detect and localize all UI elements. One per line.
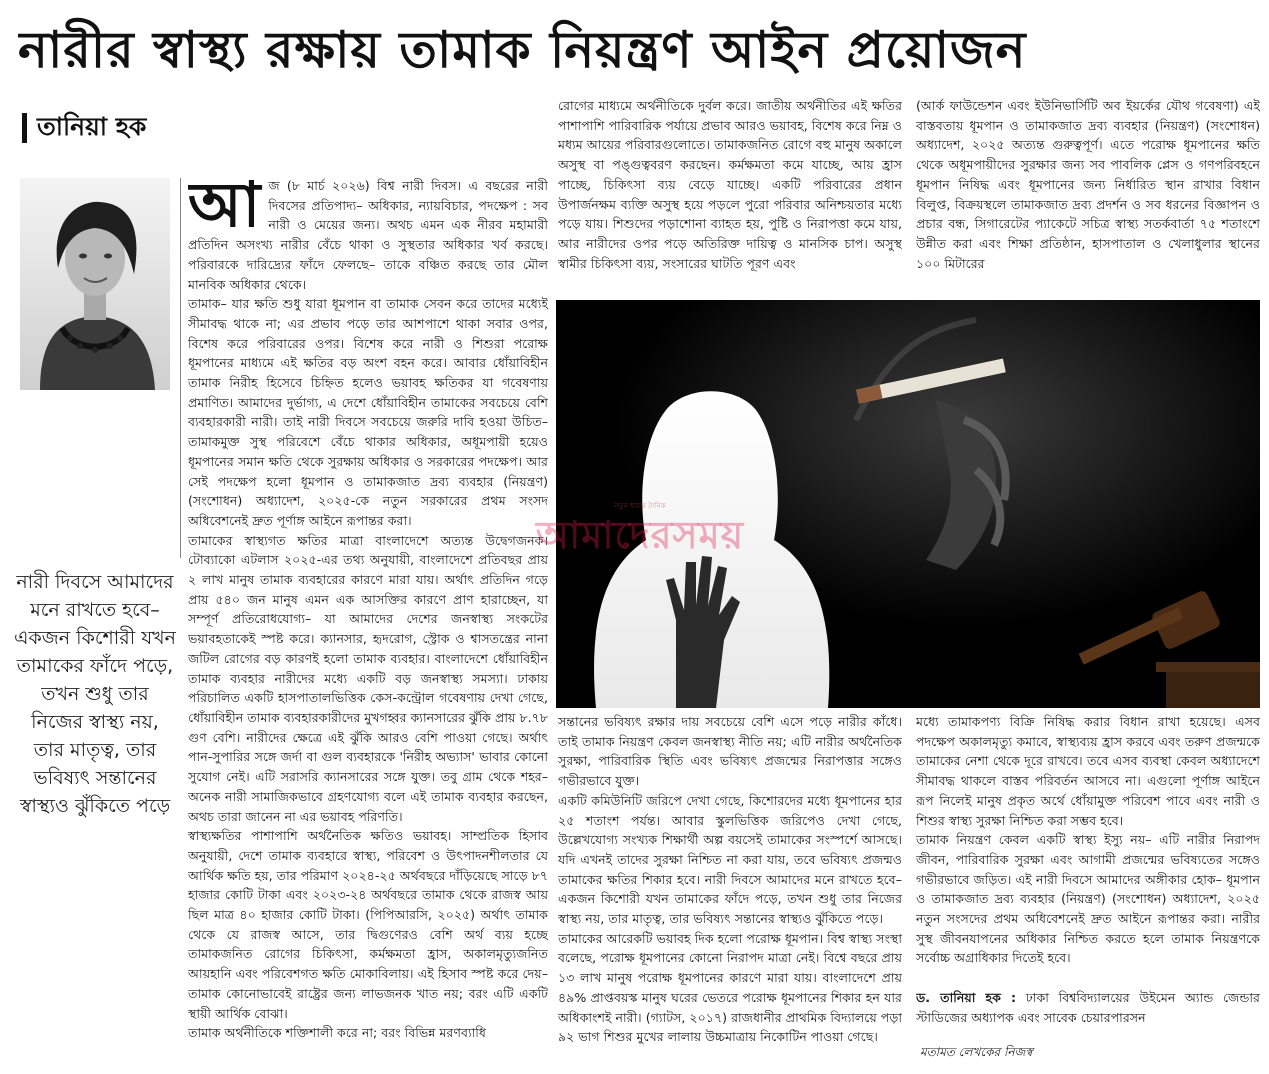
column-3-bottom bbox=[916, 712, 1260, 1032]
author-bio-name: ড. তানিয়া হক : bbox=[916, 990, 1016, 1006]
author-portrait-icon bbox=[20, 178, 170, 390]
pull-quote: নারী দিবসে আমাদের মনে রাখতে হবে– একজন কিশোরী যখন তামাকের ফাঁদে পড়ে, তখন শুধু তার নিজের স্বাস্থ্য নয়, তার মাতৃত্ব, তার ভবিষ্যৎ সন্তানের স্বাস্থ্যও ঝুঁকিতে পড়ে bbox=[14, 571, 176, 817]
publication-watermark: আমাদেরসময় bbox=[535, 513, 745, 557]
author-name: তানিয়া হক bbox=[37, 111, 147, 141]
byline bbox=[22, 110, 146, 146]
column-3-top bbox=[916, 96, 1260, 294]
paragraph: একটি কমিউনিটি জরিপে দেখা গেছে, কিশোরদের মধ্যে ধূমপানের হার ২৫ শতাংশ পর্যন্ত। আবার স্কুলভিত্তিক জরিপেও দেখা গেছে, উল্লেখযোগ্য সংখ্যক শিক্ষার্থী অল্প বয়সেই তামাকের সংস্পর্শে আসছে। যদি এখনই তাদের সুরক্ষা নিশ্চিত না করা যায়, তবে ভবিষ্যৎ প্রজন্মও তামাকের ক্ষতির শিকার হবে। নারী দিবসে আমাদের মনে রাখতে হবে– একজন কিশোরী যখন তামাকের ফাঁদে পড়ে, তখন শুধু তার নিজের স্বাস্থ্য নয়, তার মাতৃত্ব, তার ভবিষ্যৎ সন্তানের স্বাস্থ্যও ঝুঁকিতে পড়ে। bbox=[558, 792, 902, 927]
column-2-top bbox=[558, 96, 902, 294]
paragraph: তামাক– যার ক্ষতি শুধু যারা ধূমপান বা তামাক সেবন করে তাদের মধ্যেই সীমাবদ্ধ থাকে না; এর প্রভাব পড়ে তার আশপাশে থাকা সবার ওপর, বিশেষ করে পরিবারের ওপর। বিশেষ করে নারী ও শিশুরা পরোক্ষ ধূমপানের মাধ্যমে এই ক্ষতির বড় অংশ বহন করে। আবার ধোঁয়াবিহীন তামাক নিরীহ হিসেবে চিহ্নিত হলেও ভয়াবহ ক্ষতিকর যা গবেষণায় প্রমাণিত। আমাদের দুর্ভাগ্য, এ দেশে ধোঁয়াবিহীন তামাকের সবচেয়ে বেশি ব্যবহারকারী নারী। তাই নারী দিবসে সবচেয়ে জরুরি দাবি হওয়া উচিত– তামাকমুক্ত সুস্থ পরিবেশে বেঁচে থাকার অধিকার, অধূমপায়ী হয়েও ধূমপানের সমান ক্ষতি থেকে সুরক্ষায় অধিকার ও সরকারের পদক্ষেপ। আর সেই পদক্ষেপ হলো ধূমপান ও তামাকজাত দ্রব্য ব্যবহার (নিয়ন্ত্রণ) (সংশোধন) অধ্যাদেশ, ২০২৫-কে নতুন সরকারের প্রথম সংসদ অধিবেশনেই দ্রুত পূর্ণাঙ্গ আইনে রূপান্তর করা। bbox=[188, 296, 548, 528]
paragraph: তামাকের আরেকটি ভয়াবহ দিক হলো পরোক্ষ ধূমপান। বিশ্ব স্বাস্থ্য সংস্থা বলেছে, পরোক্ষ ধূমপানের কোনো নিরাপদ মাত্রা নেই। বিশ্বে বছরে প্রায় ১৩ লাখ মানুষ পরোক্ষ ধূমপানের কারণে মারা যায়। বাংলাদেশে প্রায় ৪৯% প্রাপ্তবয়স্ক মানুষ ঘরের ভেতরে পরোক্ষ ধূমপানের শিকার হন যার অধিকাংশই নারী। (গ্যাটস, ২০১৭) রাজধানীর প্রাথমিক বিদ্যালয়ে পড়া ৯২ ভাগ শিশুর মুখের লালায় উচ্চমাত্রায় নিকোটিন পাওয়া গেছে। bbox=[558, 930, 902, 1045]
opinion-disclaimer: মতামত লেখকের নিজস্ব bbox=[920, 1045, 1033, 1059]
publication-tagline: নতুন ধারার দৈনিক bbox=[614, 502, 666, 510]
author-bio-text: ঢাকা বিশ্ববিদ্যালয়ের উইমেন অ্যান্ড জেন্ডার স্টাডিজের অধ্যাপক এবং সাবেক চেয়ারপারসন bbox=[916, 990, 1260, 1025]
byline-bar bbox=[22, 113, 27, 143]
headline: নারীর স্বাস্থ্য রক্ষায় তামাক নিয়ন্ত্রণ আইন প্রয়োজন bbox=[18, 21, 1027, 79]
author-bio bbox=[916, 988, 1260, 1027]
paragraph: (আর্ক ফাউন্ডেশন এবং ইউনিভার্সিটি অব ইয়র্কের যৌথ গবেষণা) এই বাস্তবতায় ধূমপান ও তামাকজাত দ্রব্য ব্যবহার (নিয়ন্ত্রণ) (সংশোধন) অধ্যাদেশ, ২০২৫ অত্যন্ত গুরুত্বপূর্ণ। এতে পরোক্ষ ধূমপানের ক্ষতি থেকে অধূমপায়ীদের সুরক্ষার জন্য সব পাবলিক প্লেস ও গণপরিবহনে ধূমপান নিষিদ্ধ এবং ধূমপানের জন্য নির্ধারিত স্থান রাখার বিধান বিলুপ্ত, বিক্রয়স্থলে তামাকজাত দ্রব্য প্রদর্শন ও সব ধরনের বিজ্ঞাপন ও প্রচার বন্ধ, সিগারেটের প্যাকেটে সচিত্র স্বাস্থ্য সতর্কবার্তা ৭৫ শতাংশে উন্নীত করা এবং শিক্ষা প্রতিষ্ঠান, হাসপাতাল ও খেলাধুলার স্থানের ১০০ মিটারের bbox=[916, 98, 1260, 271]
column-2-bottom bbox=[558, 712, 902, 1064]
column-1 bbox=[188, 176, 548, 1064]
column-divider bbox=[180, 178, 181, 558]
paragraph: মধ্যে তামাকপণ্য বিক্রি নিষিদ্ধ করার বিধান রাখা হয়েছে। এসব পদক্ষেপ অকালমৃত্যু কমাবে, স্বাস্থ্যব্যয় হ্রাস করবে এবং তরুণ প্রজন্মকে তামাকের নেশা থেকে দূরে রাখবে। তবে এসব ব্যবস্থা কেবল অধ্যাদেশে সীমাবদ্ধ থাকলে বাস্তব পরিবর্তন আসবে না। এগুলো পূর্ণাঙ্গ আইনে রূপ নিলেই মানুষ প্রকৃত অর্থে ধোঁয়ামুক্ত পরিবেশ পাবে এবং নারী ও শিশুর স্বাস্থ্য সুরক্ষা নিশ্চিত করা সম্ভব হবে। bbox=[916, 714, 1260, 828]
paragraph: তামাক নিয়ন্ত্রণ কেবল একটি স্বাস্থ্য ইস্যু নয়– এটি নারীর নিরাপদ জীবন, পারিবারিক সুরক্ষা এবং আগামী প্রজন্মের ভবিষ্যতের সঙ্গেও গভীরভাবে জড়িত। এই নারী দিবসে আমাদের অঙ্গীকার হোক– ধূমপান ও তামাকজাত দ্রব্য ব্যবহার (নিয়ন্ত্রণ) (সংশোধন) অধ্যাদেশ, ২০২৫ নতুন সংসদের প্রথম অধিবেশনেই দ্রুত আইনে রূপান্তর করা। নারীর সুস্থ জীবনযাপনের অধিকার নিশ্চিত করতে হলে তামাক নিয়ন্ত্রণকে সর্বোচ্চ অগ্রাধিকার দিতেই হবে। bbox=[916, 832, 1260, 966]
paragraph: জ (৮ মার্চ ২০২৬) বিশ্ব নারী দিবস। এ বছরের নারী দিবসের প্রতিপাদ্য– অধিকার, ন্যায়বিচার, পদক্ষেপ : সব নারী ও মেয়ের জন্য। অথচ এমন এক নীরব মহামারী প্রতিদিন অসংখ্য নারীর বেঁচে থাকা ও সুস্থতার অধিকার খর্ব করছে। পরিবারকে দারিদ্র্যের ফাঁদে ফেলছে– তাকে বঞ্চিত করছে তার মৌল মানবিক অধিকার থেকে। bbox=[188, 178, 548, 292]
paragraph: স্বাস্থ্যক্ষতির পাশাপাশি অর্থনৈতিক ক্ষতিও ভয়াবহ। সাম্প্রতিক হিসাব অনুযায়ী, দেশে তামাক ব্যবহারে স্বাস্থ্য, পরিবেশ ও উৎপাদনশীলতার যে আর্থিক ক্ষতি হয়, তার পরিমাণ ২০২৪-২৫ অর্থবছরে দাঁড়িয়েছে সাড়ে ৮৭ হাজার কোটি টাকা এবং ২০২৩-২৪ অর্থবছরে তামাক থেকে রাজস্ব আয় ছিল মাত্র ৪০ হাজার কোটি টাকা। (পিপিআরসি, ২০২৫) অর্থাৎ তামাক থেকে যে রাজস্ব আসে, তার দ্বিগুণেরও বেশি অর্থ ব্যয় হচ্ছে তামাকজনিত রোগের চিকিৎসা, কর্মক্ষমতা হ্রাস, অকালমৃত্যুজনিত আয়হানি এবং পরিবেশগত ক্ষতি মোকাবিলায়। এই হিসাব স্পষ্ট করে দেয়– তামাক কোনোভাবেই রাষ্ট্রের জন্য লাভজনক খাত নয়; বরং এটি একটি স্থায়ী আর্থিক বোঝা। bbox=[188, 828, 548, 1021]
paragraph: রোগের মাধ্যমে অর্থনীতিকে দুর্বল করে। জাতীয় অর্থনীতির এই ক্ষতির পাশাপাশি পারিবারিক পর্যায়ে প্রভাব আরও ভয়াবহ, বিশেষ করে নিম্ন ও মধ্যম আয়ের পরিবারগুলোতে। তামাকজনিত রোগে বহু মানুষ অকালে অসুস্থ বা পঙ্গুত্ববরণ করছেন। কর্মক্ষমতা কমে যাচ্ছে, আয় হ্রাস পাচ্ছে, চিকিৎসা ব্যয় বেড়ে যাচ্ছে। একটি পরিবারের প্রধান উপার্জনক্ষম ব্যক্তি অসুস্থ হয়ে পড়লে পুরো পরিবার অনিশ্চয়তার মধ্যে পড়ে যায়। শিশুদের পড়াশোনা ব্যাহত হয়, পুষ্টি ও নিরাপত্তা কমে যায়, আর নারীদের ওপর পড়ে অতিরিক্ত দায়িত্ব ও মানসিক চাপ। অসুস্থ স্বামীর চিকিৎসা ব্যয়, সংসারের ঘাটতি পূরণ এবং bbox=[558, 98, 902, 271]
paragraph: সন্তানের ভবিষ্যৎ রক্ষার দায় সবচেয়ে বেশি এসে পড়ে নারীর কাঁধে। তাই তামাক নিয়ন্ত্রণ কেবল জনস্বাস্থ্য নীতি নয়; এটি নারীর অর্থনৈতিক সুরক্ষা, পারিবারিক স্থিতি এবং ভবিষ্যৎ প্রজন্মের নিরাপত্তার সঙ্গেও গভীরভাবে যুক্ত। bbox=[558, 714, 902, 789]
paragraph: তামাকের স্বাস্থ্যগত ক্ষতির মাত্রা বাংলাদেশে অত্যন্ত উদ্বেগজনক। টোব্যাকো এটলাস ২০২৫-এর তথ্য অনুযায়ী, বাংলাদেশে প্রতিবছর প্রায় ২ লাখ মানুষ তামাক ব্যবহারের কারণে মারা যায়। অর্থাৎ প্রতিদিন গড়ে প্রায় ৫৪০ জন মানুষ এমন এক আসক্তির কারণে প্রাণ হারাচ্ছেন, যা সম্পূর্ণ প্রতিরোধযোগ্য– যা আমাদের দেশের জনস্বাস্থ্য সংকটের ভয়াবহতাকেই স্পষ্ট করে। ক্যানসার, হৃদরোগ, স্ট্রোক ও শ্বাসতন্ত্রের নানা জটিল রোগের বড় কারণই হলো তামাক ব্যবহার। বাংলাদেশে ধোঁয়াবিহীন তামাক ব্যবহার নারীদের মধ্যে একটি বড় জনস্বাস্থ্য সমস্যা। ঢাকায় পরিচালিত একটি হাসপাতালভিত্তিক কেস-কন্ট্রোল গবেষণায় দেখা গেছে, ধোঁয়াবিহীন তামাক ব্যবহারকারীদের মুখগহ্বর ক্যানসারের ঝুঁকি প্রায় ৮.৭৮ গুণ বেশি। নারীদের ক্ষেত্রে এই ঝুঁকি আরও বেশি পাওয়া গেছে। অর্থাৎ পান-সুপারির সঙ্গে জর্দা বা গুল ব্যবহারকে 'নিরীহ অভ্যাস' ভাবার কোনো সুযোগ নেই। এটি সরাসরি ক্যানসারের সঙ্গে যুক্ত। তবু গ্রাম থেকে শহর– অনেক নারী সামাজিকভাবে গ্রহণযোগ্য বলে এই তামাক ব্যবহার করছেন, অথচ তারা জানেন না এর ভয়াবহ পরিণতি। bbox=[188, 532, 548, 824]
author-photo bbox=[20, 178, 170, 390]
paragraph: তামাক অর্থনীতিকে শক্তিশালী করে না; বরং বিভিন্ন মরণব্যাধি bbox=[188, 1025, 486, 1041]
drop-cap: আ bbox=[188, 176, 261, 241]
